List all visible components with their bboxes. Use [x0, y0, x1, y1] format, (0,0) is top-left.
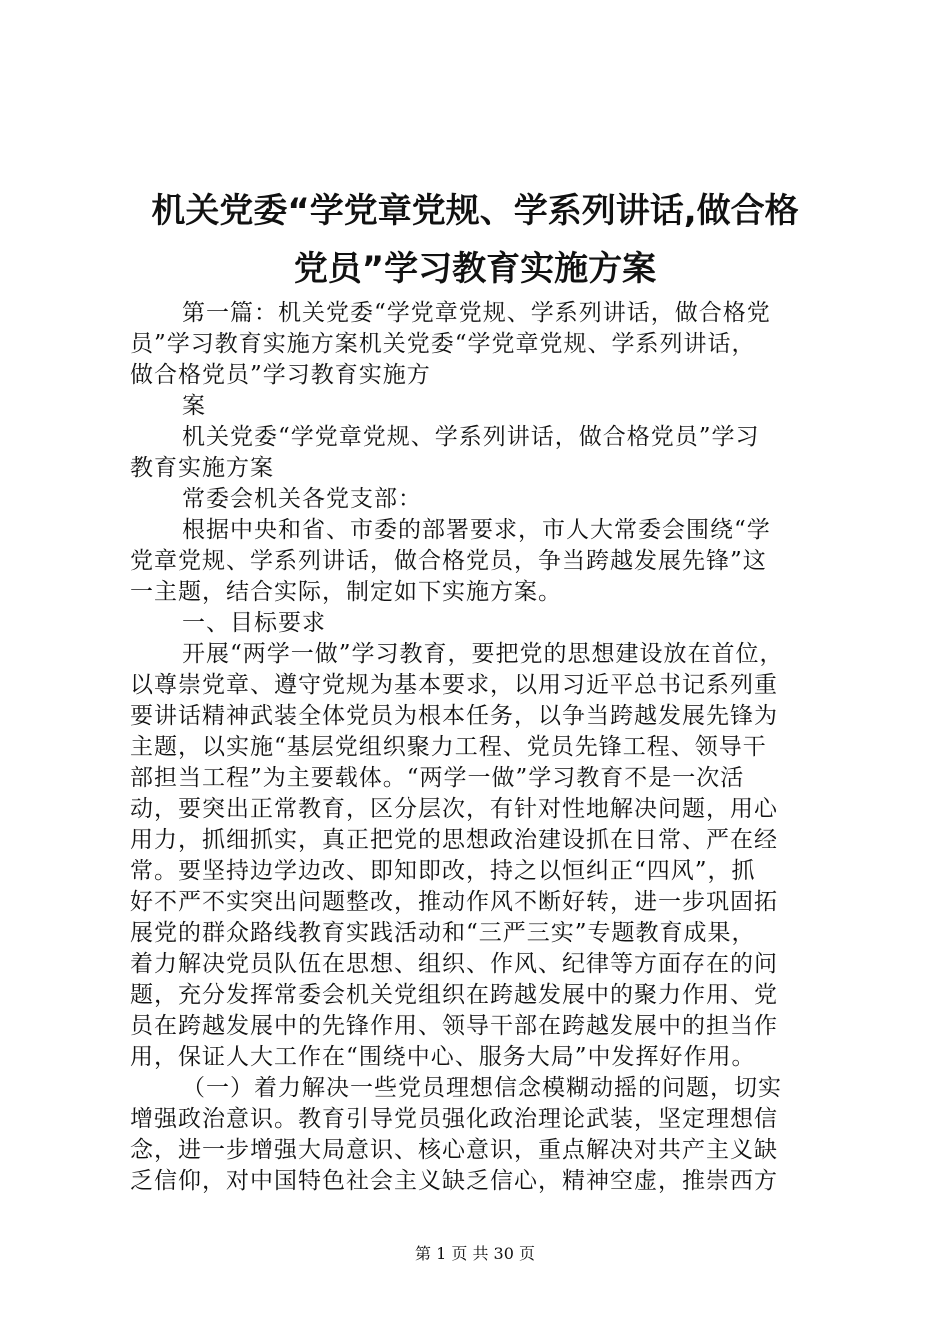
body-line: 教育实施方案 [130, 455, 274, 481]
body-line: 展党的群众路线教育实践活动和“三严三实”专题教育成果， [130, 920, 756, 946]
body-line: 增强政治意识。教育引导党员强化政治理论武装，坚定理想信 [130, 1106, 778, 1132]
document-title [100, 182, 850, 298]
body-line: 念，进一步增强大局意识、核心意识，重点解决对共产主义缺 [130, 1137, 778, 1163]
document-body [130, 298, 828, 1197]
body-line: 主题，以实施“基层党组织聚力工程、党员先锋工程、领导干 [130, 734, 767, 760]
body-line: 党章党规、学系列讲话，做合格党员，争当跨越发展先锋”这 [130, 548, 767, 574]
body-line: （一）着力解决一些党员理想信念模糊动摇的问题，切实 [182, 1075, 782, 1101]
body-line: 一主题，结合实际，制定如下实施方案。 [130, 579, 562, 605]
body-line: 案 [182, 393, 206, 419]
body-line: 常。要坚持边学边改、即知即改，持之以恒纠正“四风”，抓 [130, 858, 756, 884]
body-line: 动，要突出正常教育，区分层次，有针对性地解决问题，用心 [130, 796, 778, 822]
body-line: 机关党委“学党章党规、学系列讲话，做合格党员”学习 [182, 424, 760, 450]
body-line: 部担当工程”为主要载体。“两学一做”学习教育不是一次活 [130, 765, 745, 791]
body-line: 员在跨越发展中的先锋作用、领导干部在跨越发展中的担当作 [130, 1013, 778, 1039]
body-line: 常委会机关各党支部： [182, 486, 422, 512]
body-line: 着力解决党员队伍在思想、组织、作风、纪律等方面存在的问 [130, 951, 778, 977]
body-line: 用，保证人大工作在“围绕中心、服务大局”中发挥好作用。 [130, 1044, 756, 1070]
body-line: 开展“两学一做”学习教育，要把党的思想建设放在首位， [182, 641, 784, 667]
body-line: 用力，抓细抓实，真正把党的思想政治建设抓在日常、严在经 [130, 827, 778, 853]
section-heading: 一、目标要求 [182, 610, 326, 636]
title-line: 党员”学习教育实施方案 [293, 249, 657, 289]
title-line: 机关党委“学党章党规、学系列讲话,做合格 [151, 191, 799, 231]
body-line: 要讲话精神武装全体党员为根本任务，以争当跨越发展先锋为 [130, 703, 778, 729]
body-line: 做合格党员”学习教育实施方 [130, 362, 431, 388]
body-line: 员”学习教育实施方案机关党委“学党章党规、学系列讲话， [130, 331, 756, 357]
body-line: 根据中央和省、市委的部署要求，市人大常委会围绕“学 [182, 517, 771, 543]
body-line: 乏信仰，对中国特色社会主义缺乏信心，精神空虚，推崇西方 [130, 1168, 778, 1194]
body-line: 题，充分发挥常委会机关党组织在跨越发展中的聚力作用、党 [130, 982, 778, 1008]
body-line: 第一篇：机关党委“学党章党规、学系列讲话，做合格党 [182, 300, 771, 326]
body-line: 好不严不实突出问题整改，推动作风不断好转，进一步巩固拓 [130, 889, 778, 915]
page-footer: 第 1 页 共 30 页 [415, 1244, 535, 1263]
body-line: 以尊崇党章、遵守党规为基本要求，以用习近平总书记系列重 [130, 672, 778, 698]
